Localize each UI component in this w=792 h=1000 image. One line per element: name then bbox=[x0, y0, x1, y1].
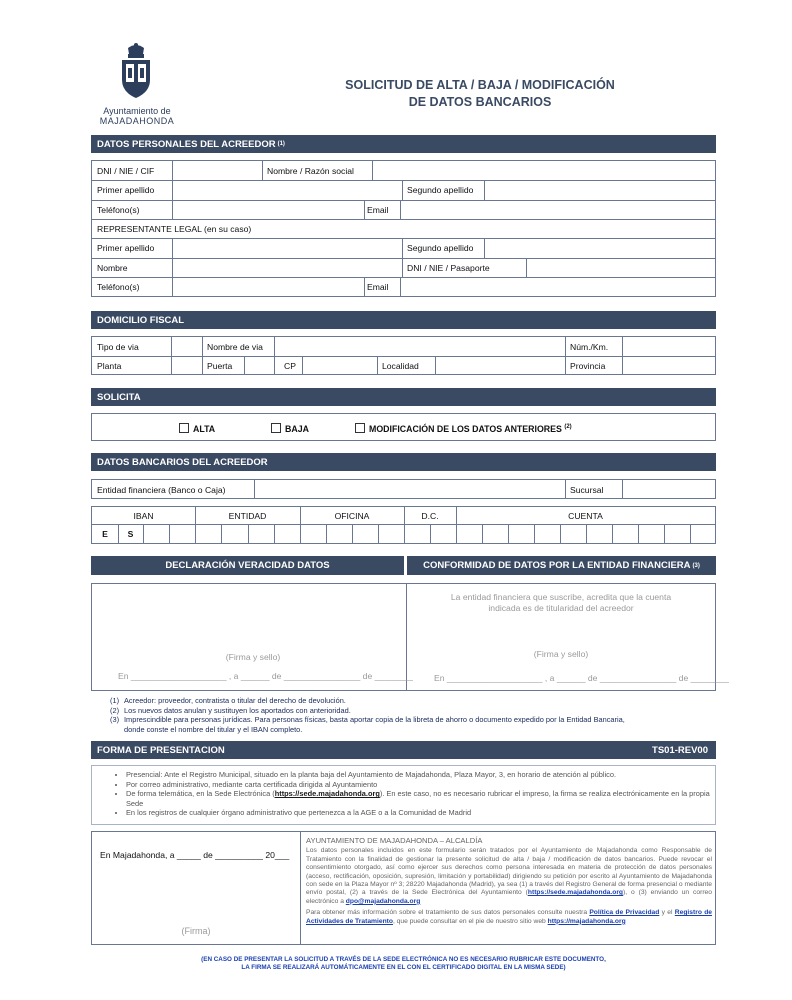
input-puerta[interactable] bbox=[245, 357, 273, 373]
rgpd-text-fragment: Los datos personales incluidos en este formulario serán tratados por el Ayuntamiento de Majadahonda como Responsable de Tratamiento con la finalidad de gestionar la presente solicitud de alta / baja / modificación de datos bancarios. Puede revocar el consentimiento otorgado, así como ejercer sus derechos como persona interesada en materia de protección de datos personales (acceso, rectificación, oposición, supresión, limitación y portabilidad) dirigiendo su petición por escrito al Ayuntamiento de Majadahonda con sede en la Plaza Mayor nº 3; 28220 Majadahonda (Madrid), ya sea (1) a través del Registro General de forma presencial o mediante envío postal, (2) a través de la Sede Electrónica del Ayuntamiento ( bbox=[306, 847, 712, 897]
rgpd-paragraph-2 bbox=[306, 909, 712, 926]
input-dni[interactable] bbox=[173, 162, 261, 179]
checkbox-icon bbox=[355, 423, 365, 433]
label-localidad: Localidad bbox=[382, 361, 419, 371]
logo bbox=[92, 42, 182, 132]
section-header-domicilio bbox=[91, 311, 716, 329]
input-nombre-via[interactable] bbox=[275, 338, 564, 355]
signature-boxes bbox=[91, 583, 729, 691]
conformidad-en-line: En ____________________ , a ______ de ________________ de ________ bbox=[434, 673, 729, 683]
footer-line2: LA FIRMA SE REALIZARÁ AUTOMÁTICAMENTE EN EL CON EL CERTIFICADO DIGITAL EN LA MISMA SEDE) bbox=[241, 964, 566, 971]
footnotes bbox=[110, 696, 720, 734]
section-header-solicita bbox=[91, 388, 716, 406]
firma-final: (Firma) bbox=[181, 926, 211, 936]
page-title bbox=[250, 77, 710, 111]
input-sucursal[interactable] bbox=[623, 481, 713, 497]
forma-item-correo: • Por correo administrativo, mediante carta certificada dirigida al Ayuntamiento bbox=[126, 780, 716, 790]
label-rep-email: Email bbox=[367, 282, 389, 292]
rgpd-title: AYUNTAMIENTO DE MAJADAHONDA – ALCALDÍA bbox=[306, 836, 483, 845]
input-entidad-financiera[interactable] bbox=[255, 481, 564, 497]
logo-line1: Ayuntamiento de bbox=[103, 106, 171, 116]
label-rep-telefono: Teléfono(s) bbox=[97, 282, 140, 292]
label-planta: Planta bbox=[97, 361, 122, 371]
rgpd-text-fragment: , que puede consultar en el pie de nuestro sitio web bbox=[392, 917, 548, 925]
rgpd-text-fragment: ), o (3) enviando un correo electrónico a bbox=[306, 889, 712, 905]
footnote-ref: (1) bbox=[277, 141, 285, 147]
checkbox-baja[interactable] bbox=[271, 423, 309, 434]
checkbox-label: ALTA bbox=[193, 424, 216, 434]
label-representante: REPRESENTANTE LEGAL (en su caso) bbox=[97, 224, 252, 234]
footnote-3 bbox=[110, 715, 720, 725]
activities-registry-link[interactable]: Registro de Actividades de Tratamiento bbox=[306, 909, 713, 925]
label-oficina: OFICINA bbox=[334, 511, 370, 521]
firma-en-majadahonda: En Majadahonda, a _____ de __________ 20___ bbox=[100, 850, 290, 860]
input-email[interactable] bbox=[401, 201, 713, 218]
section-title: FORMA DE PRESENTACION bbox=[97, 744, 225, 756]
input-cp[interactable] bbox=[303, 357, 376, 373]
section-title: DATOS PERSONALES DEL ACREEDOR bbox=[97, 138, 276, 150]
checkbox-modificacion[interactable] bbox=[355, 423, 572, 434]
footnote-num: (1) bbox=[110, 696, 120, 705]
privacy-policy-link[interactable]: Política de Privacidad bbox=[589, 909, 660, 917]
footnote-2 bbox=[110, 706, 720, 716]
page-title-line1: SOLICITUD DE ALTA / BAJA / MODIFICACIÓN bbox=[345, 78, 615, 92]
input-planta[interactable] bbox=[172, 357, 201, 373]
label-dc: D.C. bbox=[421, 511, 439, 521]
label-email: Email bbox=[367, 205, 389, 215]
rgpd-text-fragment: y el bbox=[659, 909, 675, 917]
conformidad-text1: La entidad financiera que suscribe, acredita que la cuenta bbox=[450, 592, 672, 602]
checkbox-alta[interactable] bbox=[179, 423, 215, 434]
section-header-personal bbox=[91, 135, 716, 153]
forma-text: De forma telemática, en la Sede Electrónica ( bbox=[126, 789, 275, 799]
label-segundo-apellido: Segundo apellido bbox=[407, 185, 474, 195]
footnote-num: (2) bbox=[110, 705, 120, 715]
declaracion-firma: (Firma y sello) bbox=[225, 652, 281, 662]
input-rep-nombre[interactable] bbox=[173, 259, 401, 276]
footnote-text: Los nuevos datos anulan y sustituyen los aportados con anterioridad. bbox=[124, 705, 351, 715]
input-localidad[interactable] bbox=[436, 357, 564, 373]
declaracion-en-line: En ____________________ , a ______ de ________________ de ________ bbox=[118, 671, 413, 681]
page-title-line2: DE DATOS BANCARIOS bbox=[408, 95, 552, 109]
input-rep-primer-apellido[interactable] bbox=[173, 239, 401, 257]
firma-final-area[interactable] bbox=[92, 862, 299, 942]
checkbox-icon bbox=[179, 423, 189, 433]
footnote-3-cont bbox=[110, 725, 720, 735]
website-link[interactable]: https://majadahonda.org bbox=[547, 917, 626, 925]
sede-link[interactable]: https://sede.majadahonda.org bbox=[274, 789, 380, 799]
footer-note bbox=[91, 956, 716, 972]
iban-table bbox=[91, 506, 716, 544]
footnote-text: donde conste el nombre del titular y el IBAN completo. bbox=[124, 724, 303, 734]
section-title: SOLICITA bbox=[97, 391, 141, 403]
footnote-ref: (3) bbox=[692, 562, 700, 569]
input-provincia[interactable] bbox=[623, 357, 713, 373]
iban-letter-s: S bbox=[127, 529, 134, 539]
section-header-conformidad bbox=[407, 556, 716, 575]
label-rep-nombre: Nombre bbox=[97, 263, 128, 273]
footer-line1: (EN CASO DE PRESENTAR LA SOLICITUD A TRAVÉS DE LA SEDE ELECTRÓNICA NO ES NECESARIO RUBRICAR ESTE DOCUMENTO, bbox=[201, 956, 606, 963]
conformidad-text2: indicada es de titularidad del acreedor bbox=[488, 603, 634, 613]
input-rep-dni[interactable] bbox=[527, 259, 713, 276]
label-puerta: Puerta bbox=[207, 361, 233, 371]
input-segundo-apellido[interactable] bbox=[485, 181, 713, 199]
input-nombre[interactable] bbox=[373, 162, 713, 179]
input-rep-telefono[interactable] bbox=[173, 278, 363, 296]
rgpd-text-fragment: Para obtener más información sobre el tratamiento de sus datos personales consulte nuestra bbox=[306, 909, 590, 917]
solicita-box bbox=[91, 413, 716, 441]
footnote-text: Imprescindible para personas jurídicas. Para personas físicas, basta aportar copia de la libreta de ahorro o documento expedido por la Entidad Bancaria, bbox=[124, 715, 625, 724]
checkbox-icon bbox=[271, 423, 281, 433]
crest-icon bbox=[116, 42, 156, 102]
final-box bbox=[91, 831, 716, 945]
footnote-ref: (2) bbox=[564, 424, 572, 431]
input-rep-segundo-apellido[interactable] bbox=[485, 239, 713, 257]
footnote-text: Acreedor: proveedor, contratista o titular del derecho de devolución. bbox=[124, 696, 346, 705]
label-nombre: Nombre / Razón social bbox=[267, 166, 354, 176]
rgpd-text bbox=[306, 837, 712, 926]
input-tipo-via[interactable] bbox=[172, 338, 201, 355]
section-title: DATOS BANCARIOS DEL ACREEDOR bbox=[97, 456, 268, 468]
label-nombre-via: Nombre de via bbox=[207, 342, 263, 352]
input-num[interactable] bbox=[623, 338, 713, 355]
forma-item-presencial: • Presencial: Ante el Registro Municipal, situado en la planta baja del Ayuntamiento de Majadahonda, Plaza Mayor, 3, en horario de atención al público. bbox=[126, 770, 716, 780]
label-entidad: ENTIDAD bbox=[228, 511, 267, 521]
label-primer-apellido: Primer apellido bbox=[97, 185, 155, 195]
form-code: TS01-REV00 bbox=[652, 744, 708, 756]
checkbox-label: MODIFICACIÓN DE LOS DATOS ANTERIORES bbox=[369, 424, 562, 434]
forma-item-registros: • En los registros de cualquier órgano administrativo que pertenezca a la AGE o a la Comunidad de Madrid bbox=[126, 808, 716, 818]
logo-line2: MAJADAHONDA bbox=[99, 116, 175, 126]
iban-letter-e: E bbox=[102, 529, 108, 539]
label-telefono: Teléfono(s) bbox=[97, 205, 140, 215]
label-provincia: Provincia bbox=[570, 361, 606, 371]
label-dni: DNI / NIE / CIF bbox=[97, 166, 155, 176]
input-telefono[interactable] bbox=[173, 201, 363, 218]
rgpd-paragraph-1 bbox=[306, 847, 712, 906]
footnote-num: (3) bbox=[110, 715, 120, 724]
input-rep-email[interactable] bbox=[401, 278, 713, 296]
section-header-forma bbox=[91, 741, 716, 759]
section-title: DOMICILIO FISCAL bbox=[97, 314, 185, 326]
footnote-1 bbox=[110, 696, 720, 706]
section-title: DECLARACIÓN VERACIDAD DATOS bbox=[165, 560, 330, 571]
input-primer-apellido[interactable] bbox=[173, 181, 401, 199]
label-num: Núm./Km. bbox=[570, 342, 609, 352]
dpo-email-link[interactable]: dpo@majadahonda.org bbox=[345, 897, 421, 905]
sede-link[interactable]: https://sede.majadahonda.org bbox=[527, 889, 624, 897]
domicilio-table bbox=[91, 336, 716, 375]
forma-text: ). En este caso, no es necesario rubricar el impreso, la firma se realiza electrónicamente en la propia Sede bbox=[126, 789, 710, 808]
forma-box bbox=[91, 765, 716, 825]
section-header-bancarios bbox=[91, 453, 716, 471]
entidad-row bbox=[91, 479, 716, 499]
personal-data-table bbox=[91, 160, 716, 297]
section-title: CONFORMIDAD DE DATOS POR LA ENTIDAD FINANCIERA bbox=[423, 560, 691, 571]
label-rep-segundo-apellido: Segundo apellido bbox=[407, 243, 474, 253]
input-iban-digits[interactable] bbox=[144, 525, 714, 542]
label-tipo-via: Tipo de via bbox=[97, 342, 139, 352]
checkbox-label: BAJA bbox=[285, 424, 309, 434]
section-header-declaracion bbox=[91, 556, 404, 575]
label-rep-dni: DNI / NIE / Pasaporte bbox=[407, 263, 490, 273]
conformidad-firma: (Firma y sello) bbox=[533, 649, 589, 659]
label-iban: IBAN bbox=[133, 511, 154, 521]
label-cuenta: CUENTA bbox=[568, 511, 603, 521]
label-sucursal: Sucursal bbox=[570, 485, 604, 495]
label-rep-primer-apellido: Primer apellido bbox=[97, 243, 155, 253]
label-cp: CP bbox=[284, 361, 296, 371]
label-entidad-financiera: Entidad financiera (Banco o Caja) bbox=[97, 485, 226, 495]
forma-item-telematica bbox=[126, 789, 716, 808]
